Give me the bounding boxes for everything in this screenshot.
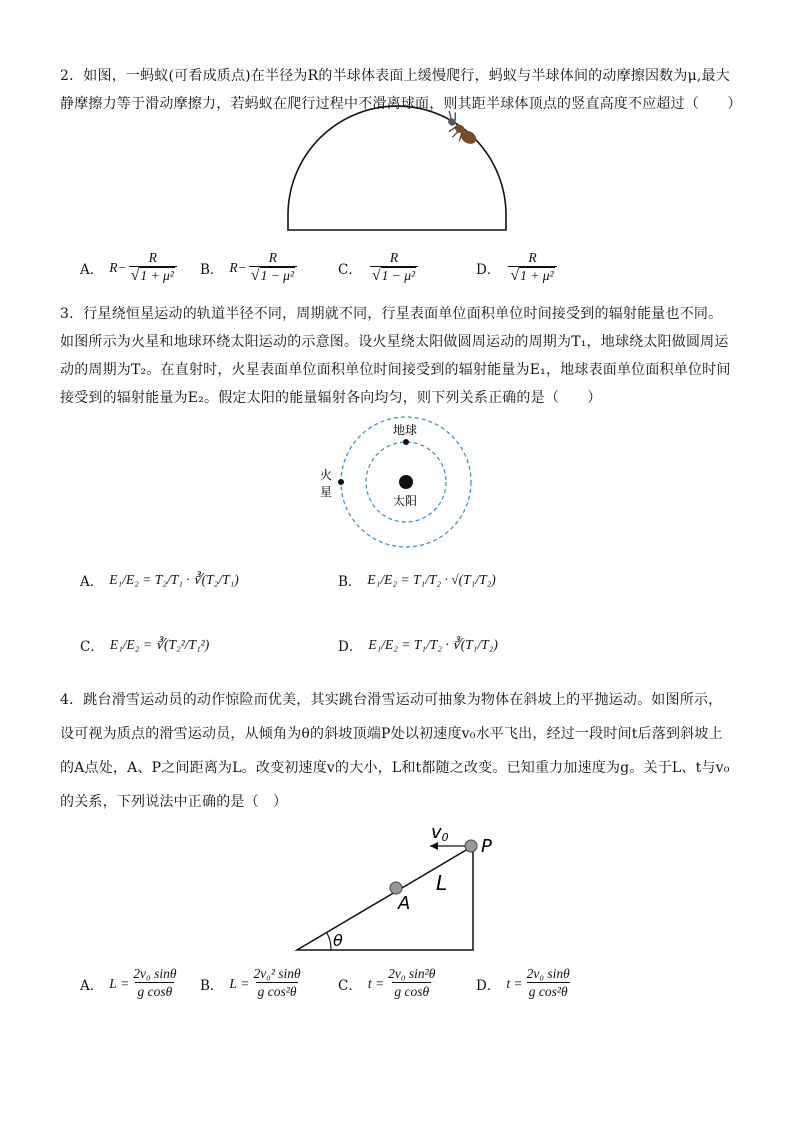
q4-option-d[interactable]: D． t = $\frac{\text{2v₀ sinθ}}{\text{g cos²θ}}$ [476, 966, 570, 999]
question-2-text: 2．如图，一蚂蚁(可看成质点)在半径为R的半球体表面上缓慢爬行，蚂蚁与半球体间的动摩擦因数为μ,最大静摩擦力等于滑动摩擦力，若蚂蚁在爬行过程中不滑离球面，则其距半球体顶点的竖直高度不应超过（ ） [60, 68, 742, 112]
q3-option-b[interactable]: B． E₁/E₂ = T₁/T₂ · √(T₁/T₂) [338, 572, 496, 590]
q3-option-a[interactable]: A． E₁/E₂ = T₂/T₁ · ∛(T₂/T₁) [80, 572, 239, 590]
q2-option-a[interactable]: A． R− R √ 1 + μ² [80, 250, 179, 285]
theta-label: θ [333, 931, 343, 950]
question-3-text: 3．行星绕恒星运动的轨道半径不同，周期就不同，行星表面单位面积单位时间接受到的辐射能量也不同。如图所示为火星和地球环绕太阳运动的示意图。设火星绕太阳做圆周运动的周期为T₁，地球绕太阳做圆周运动的周期为T₂。在直射时，火星表面单位面积单位时间接受到的辐射能量为E₁，地球表面单位面积单位时间接受到的辐射能量为E₂。假定太阳的能量辐射各向均匀，则下列关系正确的是（ ） [60, 306, 731, 406]
mars-label-1: 火 [320, 468, 333, 482]
sun-label: 太阳 [393, 494, 418, 508]
v0-label: v0 [431, 822, 449, 844]
question-4-text: 4．跳台滑雪运动员的动作惊险而优美，其实跳台滑雪运动可抽象为物体在斜坡上的平抛运动。如图所示，设可视为质点的滑雪运动员，从倾角为θ的斜坡顶端P处以初速度v₀水平飞出，经过一段时间t后落到斜坡上的A点处，A、P之间距离为L。改变初速度v的大小，L和t都随之改变。已知重力加速度为g。关于L、t与v₀的关系，下列说法中正确的是（ ） [60, 692, 730, 810]
ball-p [465, 840, 477, 852]
q2-option-d[interactable]: D． R √ 1 + μ² [476, 250, 559, 285]
q3-option-c[interactable]: C． E₁/E₂ = ∛(T₂²/T₁²) [80, 637, 210, 655]
l-label: L [436, 871, 448, 895]
q2-option-b[interactable]: B． R− R √ 1 − μ² [200, 250, 299, 285]
q4-option-a[interactable]: A． L = $\frac{\text{2v₀ sinθ}}{\text{g cosθ}}$ [80, 966, 177, 999]
q2-option-c[interactable]: C． R √ 1 − μ² [338, 250, 420, 285]
earth-label: 地球 [393, 423, 418, 437]
p-label: P [481, 836, 492, 857]
q4-option-b[interactable]: B． L = $\frac{\text{2v₀² sinθ}}{\text{g cos²θ}}$ [200, 966, 301, 999]
q3-option-d[interactable]: D． E₁/E₂ = T₁/T₂ · ∛(T₁/T₂) [338, 637, 498, 655]
mars-label-2: 星 [320, 485, 333, 499]
q4-option-c[interactable]: C． t = $\frac{\text{2v₀ sin²θ}}{\text{g cosθ}}$ [338, 966, 436, 999]
a-label: A [398, 893, 411, 914]
